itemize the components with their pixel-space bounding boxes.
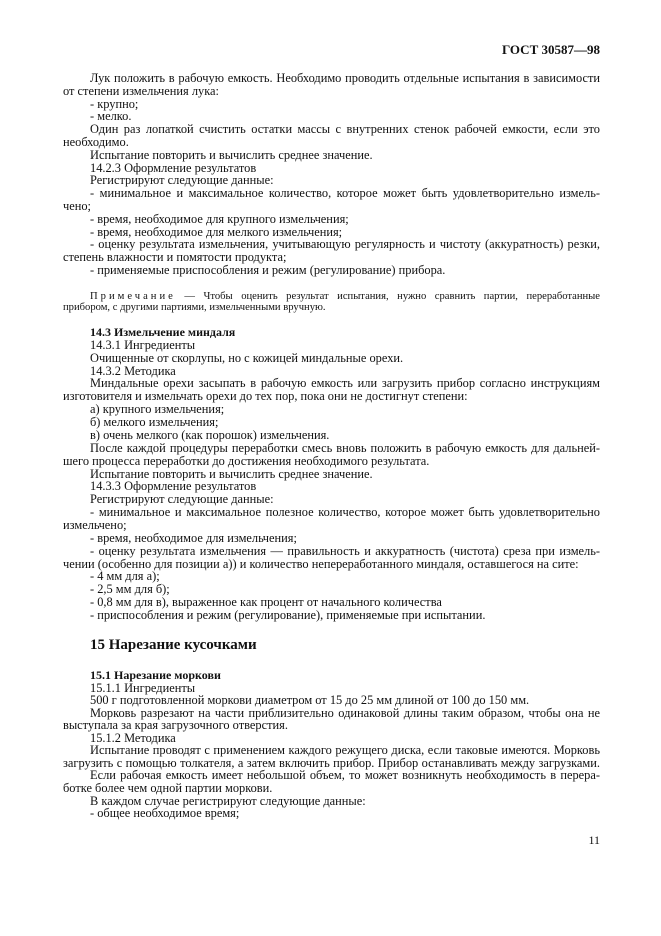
subsection-heading: 15.1 Нарезание моркови	[90, 668, 221, 682]
text-line: - минимальное и максимальное полезное количество, которое может быть удовлетворительно	[90, 505, 600, 519]
section-15-heading: 15 Нарезание кусочками	[90, 637, 257, 653]
text-line: чении (особенно для позиции а)) и количество непереработанного миндаля, оставшегося на сите:	[63, 556, 579, 571]
text-line: б) мелкого измельчения;	[90, 415, 219, 429]
text-line: Испытание проводят с применением каждого режущего диска, если таковые имеются. Морковь	[90, 743, 600, 758]
text-line: - время, необходимое для мелкого измельчения;	[90, 224, 343, 239]
text-line: 14.3.2 Методика	[90, 363, 176, 378]
text-line: чено;	[63, 199, 91, 213]
text-line: 500 г подготовленной моркови диаметром от 15 до 25 мм длиной от 100 до 150 мм.	[90, 693, 530, 708]
text-line: - 0,8 мм для в), выраженное как процент от начального количества	[90, 595, 442, 610]
text-line: - минимальное и максимальное количество, которое может быть удовлетворительно измель-	[90, 186, 600, 201]
text-line: - общее необходимое время;	[90, 806, 240, 820]
text-line: - 4 мм для а);	[90, 569, 160, 584]
note-text: — Чтобы оценить результат испытания, нужно сравнить партии, переработанные	[184, 291, 600, 302]
text-line: - оценку результата измельчения, учитывающую регулярность и чистоту (аккуратность) резки,	[90, 237, 600, 252]
text-line: - 2,5 мм для б);	[90, 582, 170, 597]
text-line: Регистрируют следующие данные:	[90, 492, 274, 507]
text-line: В каждом случае регистрируют следующие данные:	[90, 793, 366, 808]
text-line: 15.1.2 Методика	[90, 730, 176, 745]
text-line: выступала за края загрузочного отверстия.	[63, 718, 288, 733]
page-number: 11	[588, 833, 600, 847]
text-line: 15.1.1 Ингредиенты	[90, 680, 196, 695]
text-line: загрузить с помощью толкателя, а затем включить прибор. Прибор останавливать между загрузками.	[63, 755, 600, 770]
text-line: Если рабочая емкость имеет небольшой объем, то может возникнуть необходимость в перера-	[90, 768, 600, 783]
text-line: Миндальные орехи засыпать в рабочую емкость или загрузить прибор согласно инструкциям	[90, 376, 600, 391]
text-line: - приспособления и режим (регулирование), применяемые при испытании.	[90, 607, 486, 622]
note-line-2: прибором, с другими партиями, измельченными вручную.	[63, 302, 326, 313]
text-line: необходимо.	[63, 135, 129, 149]
document-id-header: ГОСТ 30587—98	[501, 42, 600, 57]
text-line: Лук положить в рабочую емкость. Необходимо проводить отдельные испытания в зависимости	[90, 71, 600, 85]
text-line: 14.2.3 Оформление результатов	[90, 160, 257, 175]
text-line: шего процесса переработки до достижения необходимого результата.	[63, 453, 430, 468]
text-line: изготовителя и измельчать орехи до тех пор, пока они не достигнут степени:	[63, 389, 468, 404]
text-line: степень влажности и помятости продукта;	[63, 250, 287, 265]
text-line: от степени измельчения лука:	[63, 83, 219, 98]
text-line: в) очень мелкого (как порошок) измельчения.	[90, 427, 330, 442]
text-line: 14.3.1 Ингредиенты	[90, 337, 196, 352]
text-line: Один раз лопаткой счистить остатки массы с внутренних стенок рабочей емкости, если это	[90, 122, 600, 137]
text-line: - время, необходимое для крупного измельчения;	[90, 211, 349, 226]
text-line: Испытание повторить и вычислить среднее значение.	[90, 147, 373, 162]
text-line: Морковь разрезают на части приблизительно одинаковой длины таким образом, чтобы она не	[90, 705, 600, 720]
text-line: После каждой процедуры переработки смесь вновь положить в рабочую емкость для дальней-	[90, 440, 600, 455]
text-line: Регистрируют следующие данные:	[90, 173, 274, 188]
text-line: - оценку результата измельчения — правильность и аккуратность (чистота) среза при измель-	[90, 543, 600, 558]
note-label: Примечание	[90, 291, 176, 302]
text-line: а) крупного измельчения;	[90, 402, 225, 417]
text-line: - применяемые приспособления и режим (регулирование) прибора.	[90, 263, 446, 277]
text-line: - крупно;	[90, 96, 139, 111]
text-line: измельчено;	[63, 517, 127, 532]
text-line: Испытание повторить и вычислить среднее значение.	[90, 466, 373, 481]
text-line: Очищенные от скорлупы, но с кожицей миндальные орехи.	[90, 350, 404, 365]
text-line: - время, необходимое для измельчения;	[90, 530, 297, 545]
text-line: 14.3.3 Оформление результатов	[90, 479, 257, 494]
text-line: - мелко.	[90, 109, 132, 124]
subsection-heading: 14.3 Измельчение миндаля	[90, 325, 236, 339]
text-line: ботке более чем одной партии моркови.	[63, 781, 273, 795]
